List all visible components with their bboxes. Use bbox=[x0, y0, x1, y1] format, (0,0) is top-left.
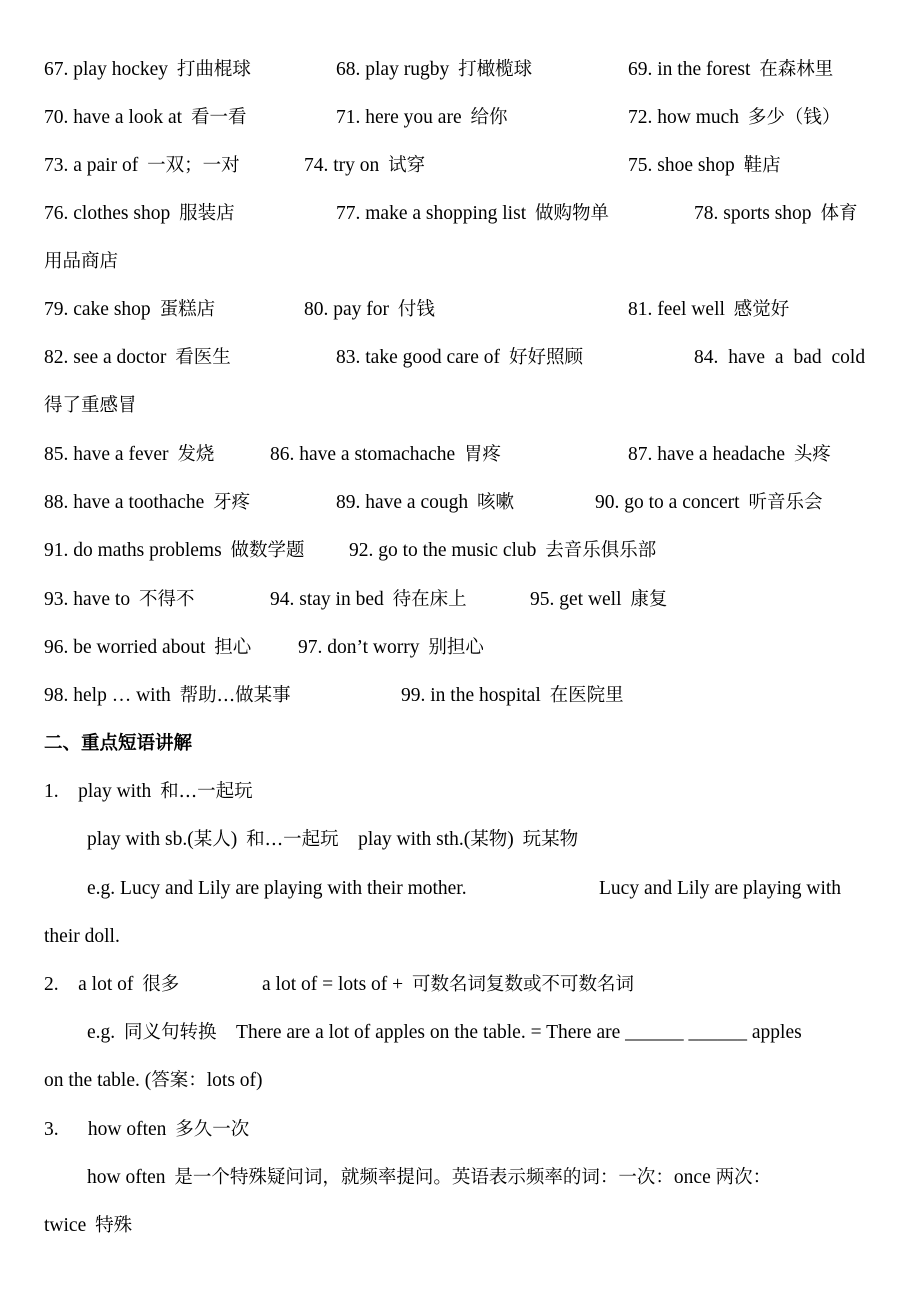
phrase-77: 77. make a shopping list 做购物单 bbox=[336, 203, 609, 224]
phrase-72: 72. how much 多少（钱） bbox=[628, 107, 841, 128]
phrase-85: 85. have a fever 发烧 bbox=[44, 444, 215, 465]
phrase-78: 78. sports shop 体育 bbox=[694, 203, 858, 224]
phrase-92: 92. go to the music club 去音乐俱乐部 bbox=[349, 540, 657, 561]
item-1-example: e.g. Lucy and Lily are playing with their mother. bbox=[87, 878, 467, 899]
phrase-98: 98. help … with 帮助…做某事 bbox=[44, 685, 291, 706]
phrase-90: 90. go to a concert 听音乐会 bbox=[595, 492, 823, 513]
phrase-71: 71. here you are 给你 bbox=[336, 107, 508, 128]
item-2-title: 2. a lot of 很多 bbox=[44, 974, 180, 995]
phrase-93: 93. have to 不得不 bbox=[44, 589, 195, 610]
item-2-rule: a lot of = lots of + 可数名词复数或不可数名词 bbox=[262, 974, 635, 995]
phrase-70: 70. have a look at 看一看 bbox=[44, 107, 247, 128]
item-1-usage: play with sb.(某人) 和…一起玩 play with sth.(某物) 玩某物 bbox=[87, 829, 579, 850]
phrase-94: 94. stay in bed 待在床上 bbox=[270, 589, 467, 610]
phrase-84: 84. have a bad cold bbox=[694, 347, 866, 368]
phrase-67: 67. play hockey 打曲棍球 bbox=[44, 59, 251, 80]
item-1-title: 1. play with 和…一起玩 bbox=[44, 781, 253, 802]
phrase-99: 99. in the hospital 在医院里 bbox=[401, 685, 624, 706]
phrase-97: 97. don’t worry 别担心 bbox=[298, 637, 484, 658]
phrase-76: 76. clothes shop 服装店 bbox=[44, 203, 235, 224]
phrase-80: 80. pay for 付钱 bbox=[304, 299, 435, 320]
item-1-example-cont: their doll. bbox=[44, 926, 120, 947]
phrase-73: 73. a pair of 一双；一对 bbox=[44, 155, 240, 176]
item-3-title: 3. how often 多久一次 bbox=[44, 1119, 250, 1140]
phrase-96: 96. be worried about 担心 bbox=[44, 637, 252, 658]
section-heading: 二、重点短语讲解 bbox=[44, 733, 193, 754]
phrase-69: 69. in the forest 在森林里 bbox=[628, 59, 834, 80]
item-2-example-cont: on the table. (答案：lots of) bbox=[44, 1070, 263, 1091]
phrase-68: 68. play rugby 打橄榄球 bbox=[336, 59, 533, 80]
phrase-88: 88. have a toothache 牙疼 bbox=[44, 492, 251, 513]
phrase-87: 87. have a headache 头疼 bbox=[628, 444, 831, 465]
item-2-example: e.g. 同义句转换 There are a lot of apples on the table. = There are ______ ______ apples bbox=[87, 1022, 802, 1043]
phrase-74: 74. try on 试穿 bbox=[304, 155, 426, 176]
item-3-description: how often 是一个特殊疑问词，就频率提问。英语表示频率的词：一次：once 两次： bbox=[87, 1167, 772, 1188]
phrase-84-continued: 得了重感冒 bbox=[44, 395, 137, 416]
item-1-example-b: Lucy and Lily are playing with bbox=[599, 878, 842, 899]
phrase-81: 81. feel well 感觉好 bbox=[628, 299, 790, 320]
phrase-83: 83. take good care of 好好照顾 bbox=[336, 347, 583, 368]
phrase-86: 86. have a stomachache 胃疼 bbox=[270, 444, 502, 465]
item-3-description-cont: twice 特殊 bbox=[44, 1215, 133, 1236]
phrase-78-continued: 用品商店 bbox=[44, 251, 119, 272]
phrase-95: 95. get well 康复 bbox=[530, 589, 668, 610]
phrase-89: 89. have a cough 咳嗽 bbox=[336, 492, 515, 513]
phrase-82: 82. see a doctor 看医生 bbox=[44, 347, 231, 368]
phrase-79: 79. cake shop 蛋糕店 bbox=[44, 299, 216, 320]
phrase-91: 91. do maths problems 做数学题 bbox=[44, 540, 305, 561]
phrase-75: 75. shoe shop 鞋店 bbox=[628, 155, 781, 176]
